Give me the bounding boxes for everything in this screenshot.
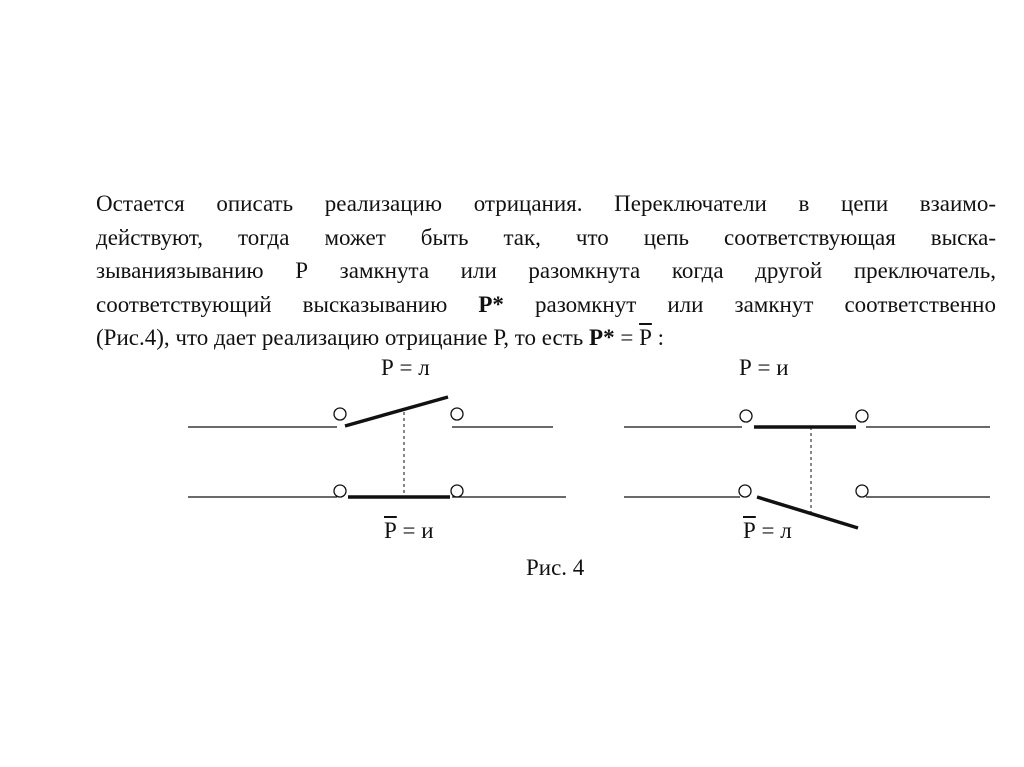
p-negation-symbol: Р bbox=[639, 325, 652, 350]
left-top-switch-open bbox=[345, 397, 448, 426]
paragraph-line-1: Остается описать реализацию отрицания. Переключатели в цепи взаимо- bbox=[96, 191, 996, 216]
figure-caption: Рис. 4 bbox=[526, 555, 585, 580]
paragraph-line-3: зываниязыванию Р замкнута или разомкнута когда другой преключатель, bbox=[96, 258, 996, 283]
right-bottom-negated-p: Р bbox=[743, 518, 756, 543]
left-bottom-contact-right bbox=[451, 485, 463, 497]
right-top-label: Р = и bbox=[739, 355, 789, 380]
right-bottom-switch-open bbox=[757, 497, 858, 528]
line5-eq: = bbox=[614, 325, 640, 350]
line4-text: соответствующий высказыванию bbox=[96, 291, 448, 317]
paragraph-line-2: действуют, тогда может быть так, что цепь соответствующая выска- bbox=[96, 224, 996, 250]
right-top-contact-right bbox=[856, 410, 868, 422]
left-top-contact-right bbox=[451, 408, 463, 420]
right-bottom-contact-left bbox=[739, 485, 751, 497]
right-top-contact-left bbox=[740, 410, 752, 422]
p-star-symbol: Р* bbox=[478, 291, 504, 317]
line5-start: (Рис.4), что дает реализацию отрицание Р, то есть bbox=[96, 325, 590, 350]
left-top-label: Р = л bbox=[381, 355, 430, 380]
right-bottom-label-rest: = л bbox=[755, 518, 792, 543]
right-bottom-contact-right bbox=[856, 485, 868, 497]
left-bottom-negated-p: Р bbox=[384, 518, 397, 543]
line4-rest: разомкнут или замкнут соответственно bbox=[503, 291, 996, 317]
left-top-contact-left bbox=[334, 408, 346, 420]
left-bottom-label-rest: = и bbox=[396, 518, 434, 543]
p-star-symbol-2: Р* bbox=[589, 325, 615, 350]
line5-end: : bbox=[651, 325, 665, 350]
left-bottom-contact-left bbox=[334, 485, 346, 497]
